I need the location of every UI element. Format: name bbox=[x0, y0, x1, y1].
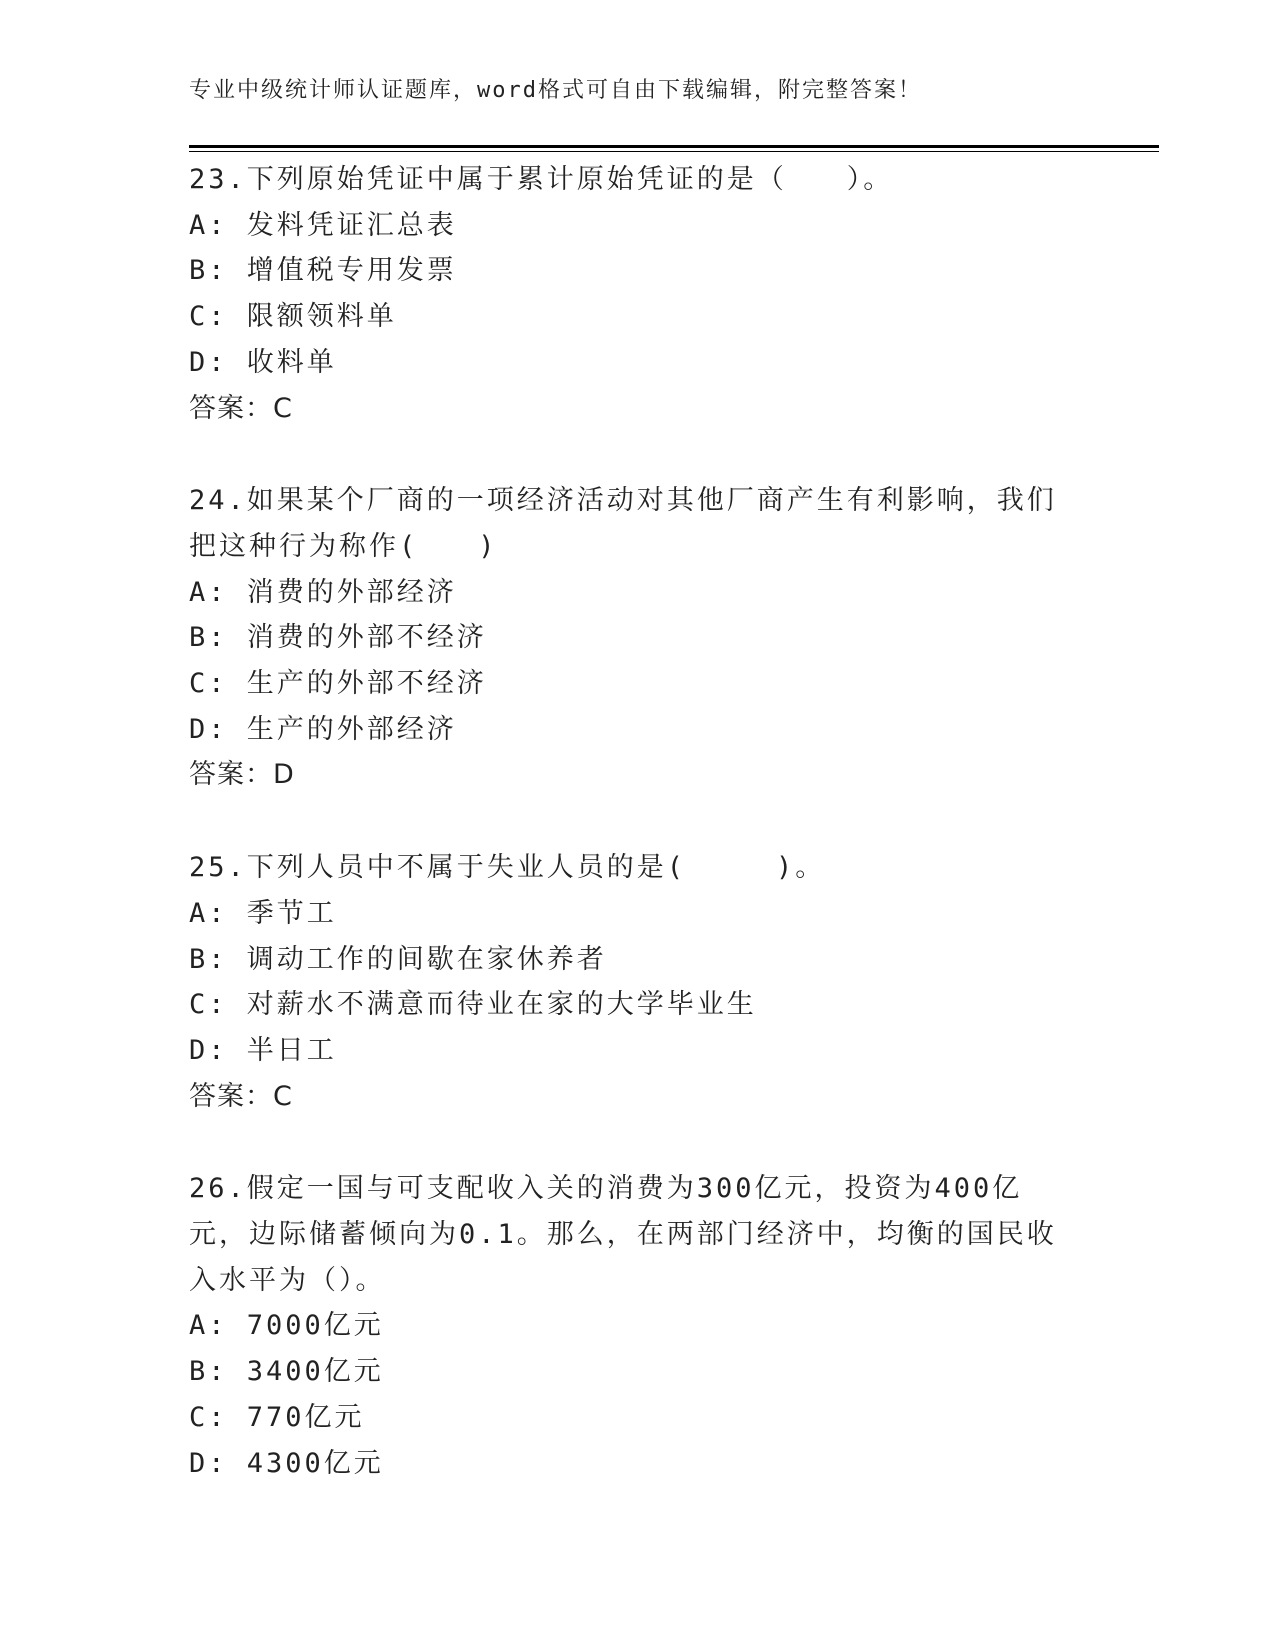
question-stem: 26.假定一国与可支配收入关的消费为300亿元，投资为400亿元，边际储蓄倾向为0.1。那么，在两部门经济中，均衡的国民收入水平为（）。 bbox=[189, 1173, 1057, 1296]
option-text: 对薪水不满意而待业在家的大学毕业生 bbox=[246, 989, 757, 1021]
option-text: 限额领料单 bbox=[246, 301, 397, 333]
option-letter: B: bbox=[189, 255, 228, 287]
option-text: 消费的外部经济 bbox=[246, 576, 457, 608]
option-letter: B: bbox=[189, 943, 228, 975]
option-c bbox=[189, 294, 1079, 340]
option-b bbox=[189, 1349, 1079, 1395]
option-a bbox=[189, 1303, 1079, 1349]
option-d bbox=[189, 707, 1079, 753]
option-letter: D: bbox=[189, 1034, 228, 1066]
answer-label: 答案： bbox=[189, 392, 273, 424]
option-a bbox=[189, 570, 1079, 616]
answer bbox=[189, 1074, 1079, 1120]
answer-value: C bbox=[273, 392, 293, 424]
header-rule-thick bbox=[189, 145, 1159, 148]
option-letter: C: bbox=[189, 668, 228, 700]
option-c bbox=[189, 982, 1079, 1028]
answer bbox=[189, 386, 1079, 432]
header-rule-thin bbox=[189, 151, 1159, 152]
option-d bbox=[189, 1441, 1079, 1487]
option-text: 7000亿元 bbox=[246, 1310, 384, 1342]
option-letter: A: bbox=[189, 1310, 228, 1342]
option-letter: C: bbox=[189, 1401, 228, 1433]
question-stem: 25.下列人员中不属于失业人员的是( )。 bbox=[189, 852, 826, 884]
answer bbox=[189, 752, 1079, 798]
question-stem: 23.下列原始凭证中属于累计原始凭证的是（ ）。 bbox=[189, 164, 894, 195]
option-letter: A: bbox=[189, 576, 228, 608]
option-c bbox=[189, 661, 1079, 707]
option-text: 增值税专用发票 bbox=[246, 255, 457, 287]
option-letter: A: bbox=[189, 209, 228, 241]
option-b bbox=[189, 615, 1079, 661]
option-letter: C: bbox=[189, 301, 228, 333]
question-24 bbox=[189, 478, 1079, 798]
option-d bbox=[189, 340, 1079, 386]
page-header: 专业中级统计师认证题库，word格式可自由下载编辑，附完整答案！ bbox=[189, 78, 922, 103]
question-list bbox=[189, 157, 1079, 1533]
answer-label: 答案： bbox=[189, 1080, 273, 1112]
option-d bbox=[189, 1028, 1079, 1074]
option-text: 生产的外部经济 bbox=[246, 713, 457, 745]
question-25 bbox=[189, 845, 1079, 1119]
option-a bbox=[189, 891, 1079, 937]
option-b bbox=[189, 937, 1079, 983]
option-b bbox=[189, 248, 1079, 294]
option-letter: C: bbox=[189, 989, 228, 1021]
option-text: 季节工 bbox=[246, 897, 337, 929]
option-letter: D: bbox=[189, 713, 228, 745]
option-text: 生产的外部不经济 bbox=[246, 668, 487, 700]
question-23 bbox=[189, 157, 1079, 431]
option-letter: D: bbox=[189, 1447, 228, 1479]
option-text: 3400亿元 bbox=[246, 1356, 384, 1388]
option-text: 半日工 bbox=[246, 1034, 337, 1066]
option-a bbox=[189, 203, 1079, 249]
question-26 bbox=[189, 1166, 1079, 1486]
option-letter: B: bbox=[189, 622, 228, 654]
answer-label: 答案： bbox=[189, 759, 273, 791]
option-letter: A: bbox=[189, 897, 228, 929]
option-text: 4300亿元 bbox=[246, 1447, 384, 1479]
option-text: 发料凭证汇总表 bbox=[246, 209, 457, 241]
answer-value: D bbox=[273, 759, 295, 791]
option-text: 消费的外部不经济 bbox=[246, 622, 487, 654]
option-c bbox=[189, 1395, 1079, 1441]
option-letter: D: bbox=[189, 346, 228, 378]
option-text: 收料单 bbox=[246, 346, 337, 378]
question-stem: 24.如果某个厂商的一项经济活动对其他厂商产生有利影响，我们把这种行为称作( ) bbox=[189, 485, 1057, 562]
answer-value: C bbox=[273, 1080, 293, 1112]
option-text: 调动工作的间歇在家休养者 bbox=[246, 943, 607, 975]
option-text: 770亿元 bbox=[246, 1401, 365, 1433]
option-letter: B: bbox=[189, 1356, 228, 1388]
